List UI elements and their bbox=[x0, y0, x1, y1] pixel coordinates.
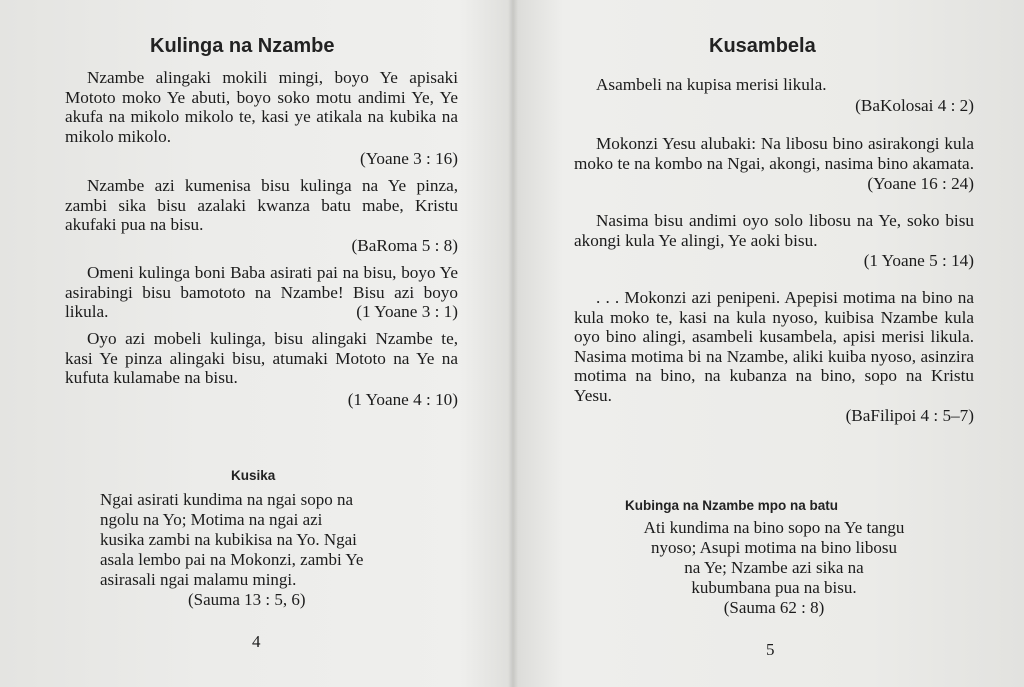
right-page bbox=[512, 0, 1024, 687]
verse-line: Ngai asirati kundima na ngai sopo na bbox=[100, 490, 354, 509]
scripture-paragraph: . . . Mokonzi azi penipeni. Apepisi motima na bino na kula moko te, kasi na kula nyoso, kuibisa Nzambe kula oyo bino alingi, asambeli kusambela, apisi merisi likula. Nasima motima bi na Nzambe, aliki kuiba nyoso, asinzira motima na bino, na kubanza na bino, sopo na Kristu Yesu. bbox=[574, 288, 974, 405]
verse-line: kusika zambi na kubikisa na Yo. Ngai bbox=[100, 530, 357, 549]
page-number: 5 bbox=[766, 640, 775, 659]
scripture-paragraph: Mokonzi Yesu alubaki: Na libosu bino asirakongi kula moko te na kombo na Ngai, akongi, nasima bino akamata. bbox=[574, 134, 974, 173]
verse-block bbox=[574, 518, 974, 618]
verse-line: Ati kundima na bino sopo na Ye tangu bbox=[643, 518, 905, 537]
verse-line: na Ye; Nzambe azi sika na bbox=[684, 558, 864, 577]
verse-line: kubumbana pua na bisu. bbox=[691, 578, 857, 597]
verse-line: nyoso; Asupi motima na bino libosu bbox=[650, 538, 898, 557]
scripture-reference: (BaKolosai 4 : 2) bbox=[855, 96, 974, 115]
verse-block bbox=[100, 490, 430, 610]
verse-line: asirasali ngai malamu mingi. bbox=[100, 570, 297, 589]
scripture-reference: (1 Yoane 3 : 1) bbox=[356, 302, 458, 321]
page-title: Kulinga na Nzambe bbox=[150, 35, 335, 57]
scripture-paragraph: Omeni kulinga boni Baba asirati pai na bisu, boyo Ye asirabingi bisu bamototo na Nzambe! Bisu azi boyo likula. bbox=[65, 263, 458, 322]
scripture-paragraph: Asambeli na kupisa merisi likula. bbox=[596, 75, 827, 94]
page-title: Kusambela bbox=[709, 35, 816, 57]
scripture-reference: (BaFilipoi 4 : 5–7) bbox=[845, 406, 974, 425]
scripture-paragraph: Nzambe alingaki mokili mingi, boyo Ye apisaki Mototo moko Ye abuti, boyo soko motu andimi Ye, Ye akufa na mikolo mikolo te, kasi ye atikala na kubika na mikolo mikolo. bbox=[65, 68, 458, 146]
verse-reference: (Sauma 13 : 5, 6) bbox=[188, 590, 306, 609]
scripture-reference: (1 Yoane 4 : 10) bbox=[347, 390, 458, 409]
scripture-reference: (Yoane 16 : 24) bbox=[867, 174, 974, 193]
scripture-reference: (Yoane 3 : 16) bbox=[359, 149, 458, 168]
scripture-reference: (BaRoma 5 : 8) bbox=[351, 236, 458, 255]
section-title: Kusika bbox=[231, 468, 276, 483]
page-number: 4 bbox=[252, 632, 261, 651]
verse-reference: (Sauma 62 : 8) bbox=[723, 598, 825, 617]
section-title: Kubinga na Nzambe mpo na batu bbox=[625, 498, 839, 513]
scripture-paragraph: Oyo azi mobeli kulinga, bisu alingaki Nzambe te, kasi Ye pinza alingaki bisu, atumaki Mototo na Ye na kufuta kulamabe na bisu. bbox=[65, 329, 458, 388]
verse-line: ngolu na Yo; Motima na ngai azi bbox=[100, 510, 323, 529]
scripture-paragraph: Nzambe azi kumenisa bisu kulinga na Ye pinza, zambi sika bisu azalaki kwanza batu mabe, Kristu akufaki pua na bisu. bbox=[65, 176, 458, 235]
verse-line: asala lembo pai na Mokonzi, zambi Ye bbox=[100, 550, 364, 569]
scripture-reference: (1 Yoane 5 : 14) bbox=[863, 251, 974, 270]
scripture-paragraph: Nasima bisu andimi oyo solo libosu na Ye, soko bisu akongi kula Ye alingi, Ye aoki bisu. bbox=[574, 211, 974, 250]
